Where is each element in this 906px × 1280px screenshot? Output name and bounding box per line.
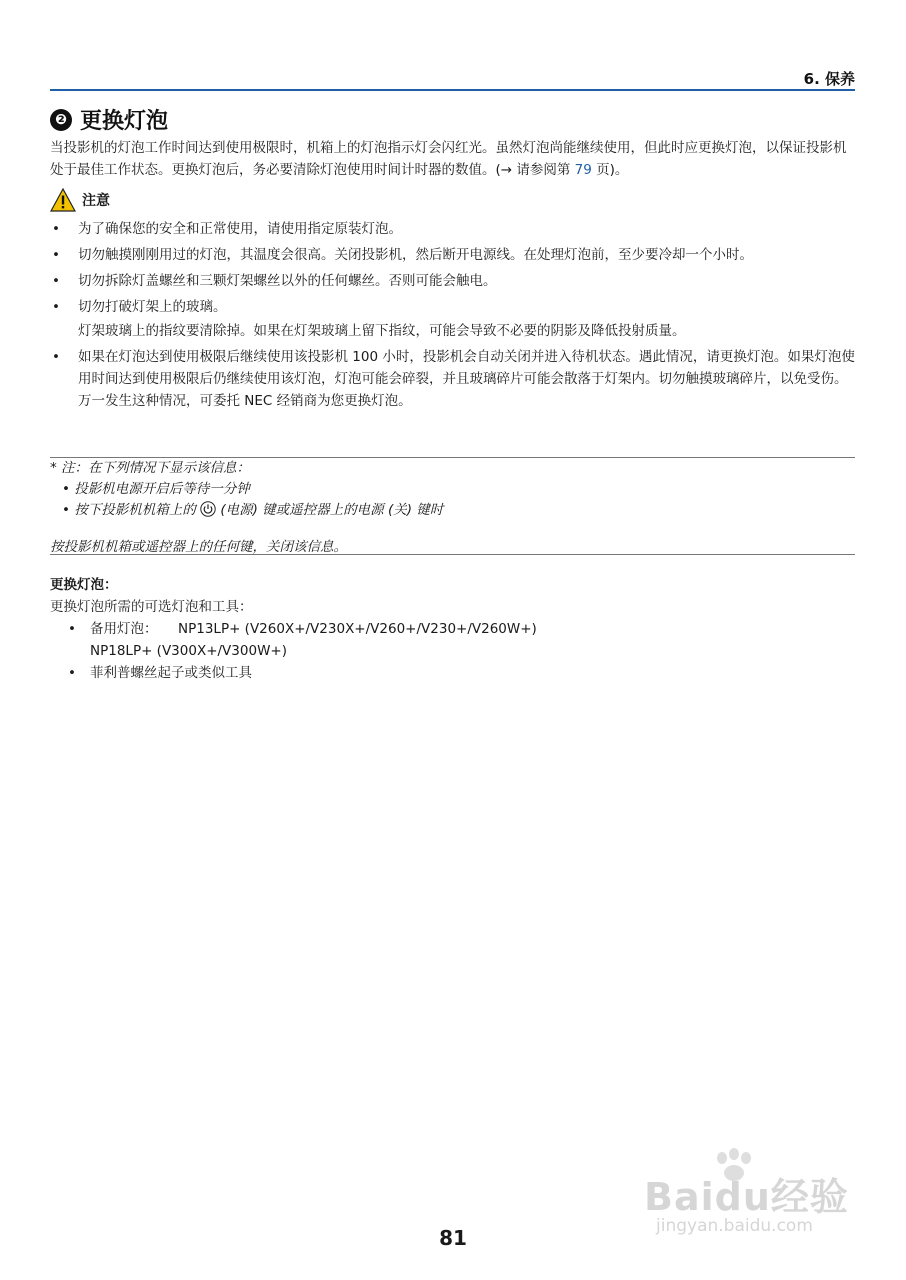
chapter-divider bbox=[50, 89, 855, 91]
tool-text: 菲利普螺丝起子或类似工具 bbox=[90, 665, 252, 681]
note-intro: * 注：在下列情况下显示该信息： bbox=[50, 460, 251, 476]
note-item-text: (电源) 键或遥控器上的电源 (关) 键时 bbox=[216, 502, 444, 518]
note-divider-bottom bbox=[50, 554, 855, 555]
section-heading bbox=[50, 104, 168, 135]
parts-list bbox=[50, 618, 858, 684]
bullet: • bbox=[52, 273, 60, 289]
caution-label: 注意 bbox=[82, 193, 110, 209]
list-item-continuation bbox=[50, 320, 858, 342]
list-item bbox=[50, 244, 858, 266]
section-title: 更换灯泡 bbox=[80, 109, 169, 134]
note-item-text: • 按下投影机机箱上的 bbox=[62, 502, 201, 518]
note-item bbox=[50, 500, 858, 521]
note-item: • 投影机电源开启后等待一分钟 bbox=[62, 481, 250, 497]
caution-text: 灯架玻璃上的指纹要清除掉。如果在灯架玻璃上留下指纹，可能会导致不必要的阴影及降低投射质量。 bbox=[78, 323, 686, 339]
watermark-brand: Baidu经验 bbox=[644, 1175, 849, 1219]
caution-text: 切勿触摸刚刚用过的灯泡，其温度会很高。关闭投影机，然后断开电源线。在处理灯泡前，至少要冷却一个小时。 bbox=[78, 247, 753, 263]
intro-text-end: 页)。 bbox=[591, 162, 629, 178]
list-item bbox=[50, 270, 858, 292]
chapter-title: 6. 保养 bbox=[803, 70, 855, 88]
note-closing: 按投影机机箱或遥控器上的任何键，关闭该信息。 bbox=[50, 539, 347, 555]
bullet: • bbox=[68, 665, 76, 681]
caution-header bbox=[50, 188, 110, 212]
replace-subtitle: 更换灯泡所需的可选灯泡和工具： bbox=[50, 599, 253, 615]
section-number-badge: ❷ bbox=[50, 109, 72, 131]
caution-text: 如果在灯泡达到使用极限后继续使用该投影机 100 小时，投影机会自动关闭并进入待机状态。遇此情况，请更换灯泡。如果灯泡使用时间达到使用极限后仍继续使用该灯泡，灯泡可能会碎裂，并且玻璃碎片可能会散落于灯架内。切勿触摸玻璃碎片，以免受伤。万一发生这种情况，可委托 NEC 经销商为您更换灯泡。 bbox=[78, 349, 855, 409]
list-item-continuation bbox=[50, 640, 858, 662]
power-button-icon bbox=[200, 501, 216, 517]
note-box bbox=[50, 458, 858, 521]
lamp-model: NP13LP+ (V260X+/V230X+/V260+/V230+/V260W+) bbox=[178, 621, 537, 637]
replace-title: 更换灯泡： bbox=[50, 577, 118, 593]
list-item bbox=[50, 218, 858, 240]
bullet: • bbox=[52, 247, 60, 263]
list-item bbox=[50, 618, 858, 640]
caution-text: 为了确保您的安全和正常使用，请使用指定原装灯泡。 bbox=[78, 221, 402, 237]
warning-triangle-icon bbox=[50, 188, 76, 212]
intro-text: 当投影机的灯泡工作时间达到使用极限时，机箱上的灯泡指示灯会闪红光。虽然灯泡尚能继续使用，但此时应更换灯泡，以保证投影机处于最佳工作状态。更换灯泡后，务必要清除灯泡使用时间计时器的数值。(→ 请参阅第 bbox=[50, 140, 847, 178]
bullet: • bbox=[68, 621, 76, 637]
replace-section bbox=[50, 574, 858, 684]
caution-text: 切勿拆除灯盖螺丝和三颗灯架螺丝以外的任何螺丝。否则可能会触电。 bbox=[78, 273, 497, 289]
page-reference-link[interactable]: 79 bbox=[574, 162, 592, 178]
bullet: • bbox=[52, 299, 60, 315]
caution-list bbox=[50, 218, 858, 416]
caution-text: 切勿打破灯架上的玻璃。 bbox=[78, 299, 227, 315]
lamp-model: NP18LP+ (V300X+/V300W+) bbox=[90, 643, 287, 659]
intro-paragraph bbox=[50, 137, 858, 181]
bullet: • bbox=[52, 349, 60, 365]
bullet: • bbox=[52, 221, 60, 237]
list-item bbox=[50, 346, 858, 412]
page-number: 81 bbox=[439, 1226, 467, 1250]
list-item bbox=[50, 662, 858, 684]
watermark-url: jingyan.baidu.com bbox=[656, 1216, 813, 1236]
lamp-label: 备用灯泡： bbox=[90, 621, 158, 637]
list-item bbox=[50, 296, 858, 318]
